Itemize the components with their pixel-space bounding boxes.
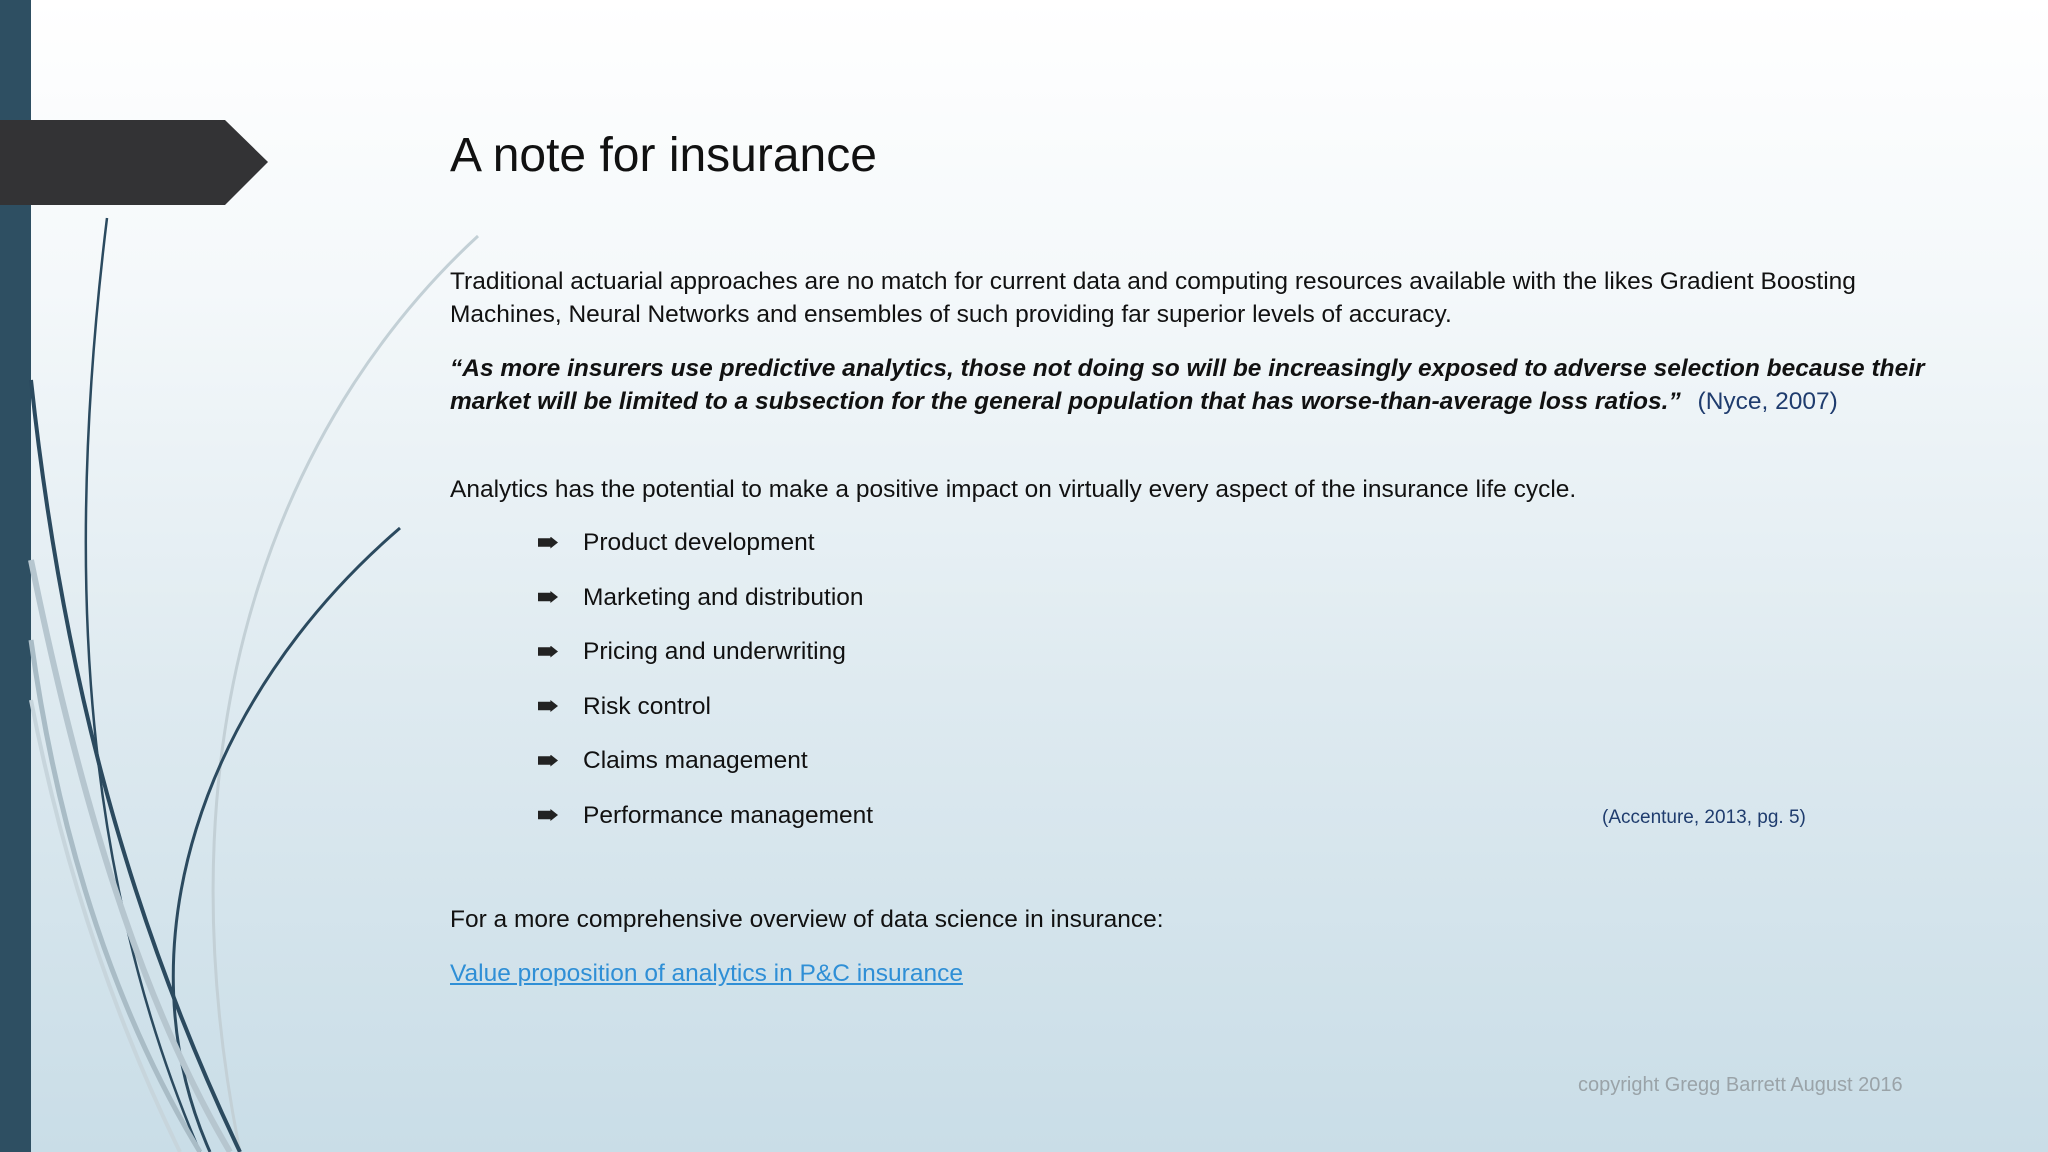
arrow-right-icon (538, 587, 560, 607)
list-item (538, 526, 1970, 559)
arrow-right-icon (538, 805, 560, 825)
list-item-label: Pricing and underwriting (583, 638, 846, 665)
intro-paragraph: Traditional actuarial approaches are no match for current data and computing resources available with the likes Gradient Boosting Machines, Neural Networks and ensembles of such providing far superior levels of accuracy. (450, 268, 1856, 328)
overview-text: For a more comprehensive overview of data science in insurance: (450, 905, 1164, 933)
list-item-label: Product development (583, 529, 815, 556)
list-item (538, 635, 1970, 668)
slide-title: A note for insurance (450, 129, 877, 182)
list-item-label: Performance management (583, 801, 874, 829)
lifecycle-list (450, 526, 1970, 832)
analytics-insurance-link[interactable]: Value proposition of analytics in P&C insurance (450, 959, 963, 987)
list-item-label: Marketing and distribution (583, 583, 864, 611)
bullets-citation: (Accenture, 2013, pg. 5) (1602, 807, 1806, 828)
quote-text: “As more insurers use predictive analytics, those not doing so will be increasingly exposed to adverse selection because their market will be limited to a subsection for the general population that has worse-than-average loss ratios.” (450, 355, 1925, 415)
list-item (538, 581, 1970, 614)
quote-citation: (Nyce, 2007) (1697, 388, 1838, 415)
arrow-right-icon (538, 696, 560, 716)
quote-block (450, 352, 1970, 418)
slide-content (450, 265, 1970, 990)
title-tab-shape (0, 120, 268, 205)
arrow-right-icon (538, 642, 560, 662)
arrow-right-icon (538, 751, 560, 771)
list-item-label: Claims management (583, 747, 808, 774)
arrow-right-icon (538, 533, 560, 553)
copyright-notice: copyright Gregg Barrett August 2016 (1578, 1074, 1903, 1096)
analytics-statement: Analytics has the potential to make a positive impact on virtually every aspect of the insurance life cycle. (450, 476, 1577, 503)
list-item (538, 690, 1970, 723)
list-item (538, 744, 1970, 777)
list-item-label: Risk control (583, 692, 711, 720)
